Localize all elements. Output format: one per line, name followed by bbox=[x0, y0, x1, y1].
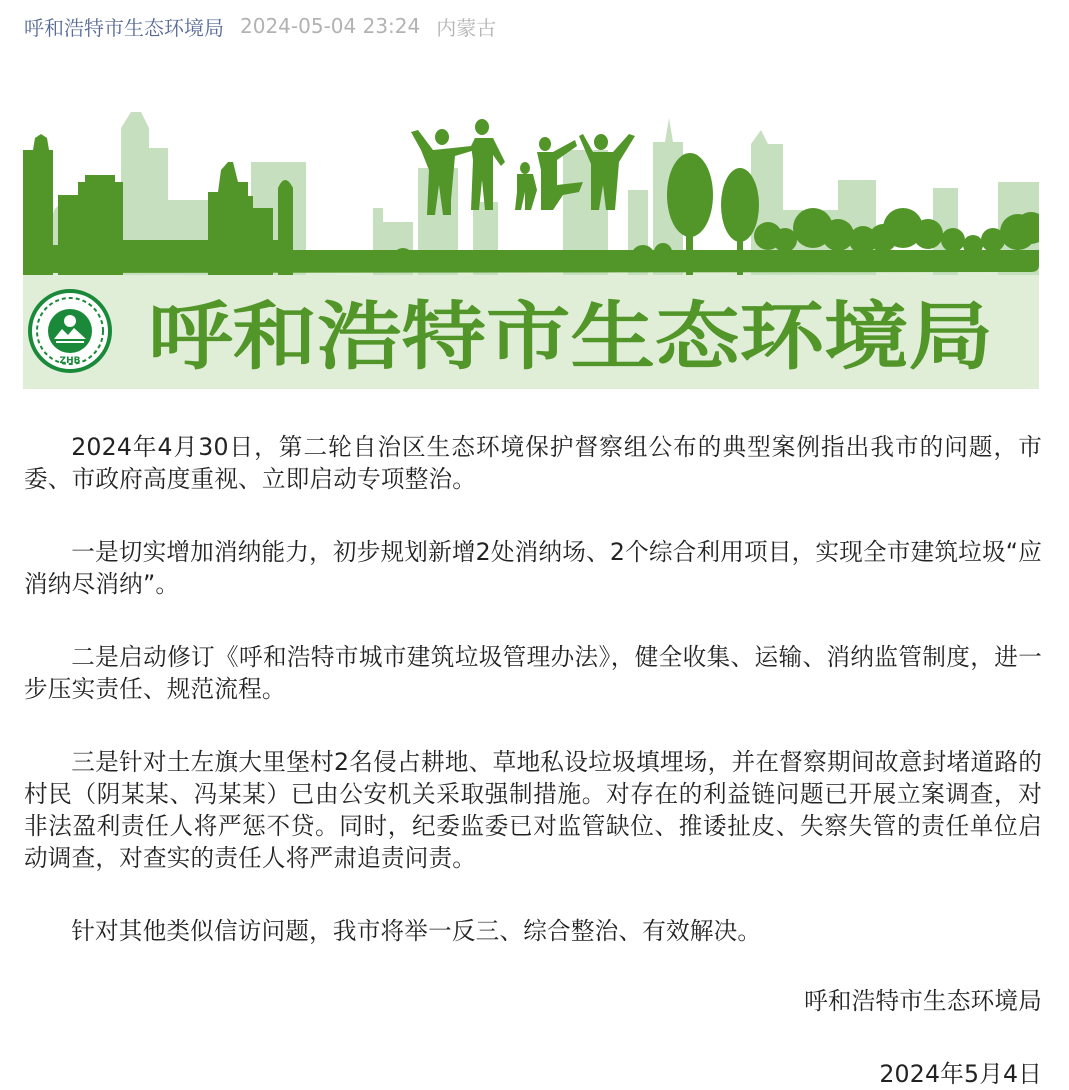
signature-date: 2024年5月4日 bbox=[879, 1060, 1042, 1088]
author-link[interactable]: 呼和浩特市生态环境局 bbox=[24, 15, 224, 40]
paragraph-measure-3: 三是针对土左旗大里堡村2名侵占耕地、草地私设垃圾填埋场，并在督察期间故意封堵道路的村民（阴某某、冯某某）已由公安机关采取强制措施。对存在的利益链问题已开展立案调查，对非法盈利责任人将严惩不贷。同时，纪委监委已对监管缺位、推诿扯皮、失察失管的责任单位启动调查，对查实的责任人将严肃追责问责。 bbox=[24, 748, 1042, 872]
publish-location: 内蒙古 bbox=[436, 15, 497, 40]
header-banner-image bbox=[23, 100, 1039, 389]
banner-title: 呼和浩特市生态环境局 bbox=[148, 294, 993, 380]
paragraph-measure-1: 一是切实增加消纳能力，初步规划新增2处消纳场、2个综合利用项目，实现全市建筑垃圾“应消纳尽消纳”。 bbox=[24, 538, 1042, 598]
skyline-dark-icon bbox=[23, 119, 1039, 275]
signature-organization: 呼和浩特市生态环境局 bbox=[804, 987, 1042, 1015]
paragraph-intro: 2024年4月30日，第二轮自治区生态环境保护督察组公布的典型案例指出我市的问题，市委、市政府高度重视、立即启动专项整治。 bbox=[24, 433, 1042, 493]
article-meta bbox=[24, 10, 496, 42]
paragraph-measure-2: 二是启动修订《呼和浩特市城市建筑垃圾管理办法》，健全收集、运输、消纳监管制度，进一步压实责任、规范流程。 bbox=[24, 643, 1042, 703]
svg-text:ZHB: ZHB bbox=[59, 356, 81, 366]
paragraph-conclusion: 针对其他类似信访问题，我市将举一反三、综合整治、有效解决。 bbox=[71, 917, 762, 945]
publish-time: 2024-05-04 23:24 bbox=[240, 14, 421, 38]
ecology-emblem-icon bbox=[30, 291, 110, 371]
article-body bbox=[24, 431, 1042, 1090]
